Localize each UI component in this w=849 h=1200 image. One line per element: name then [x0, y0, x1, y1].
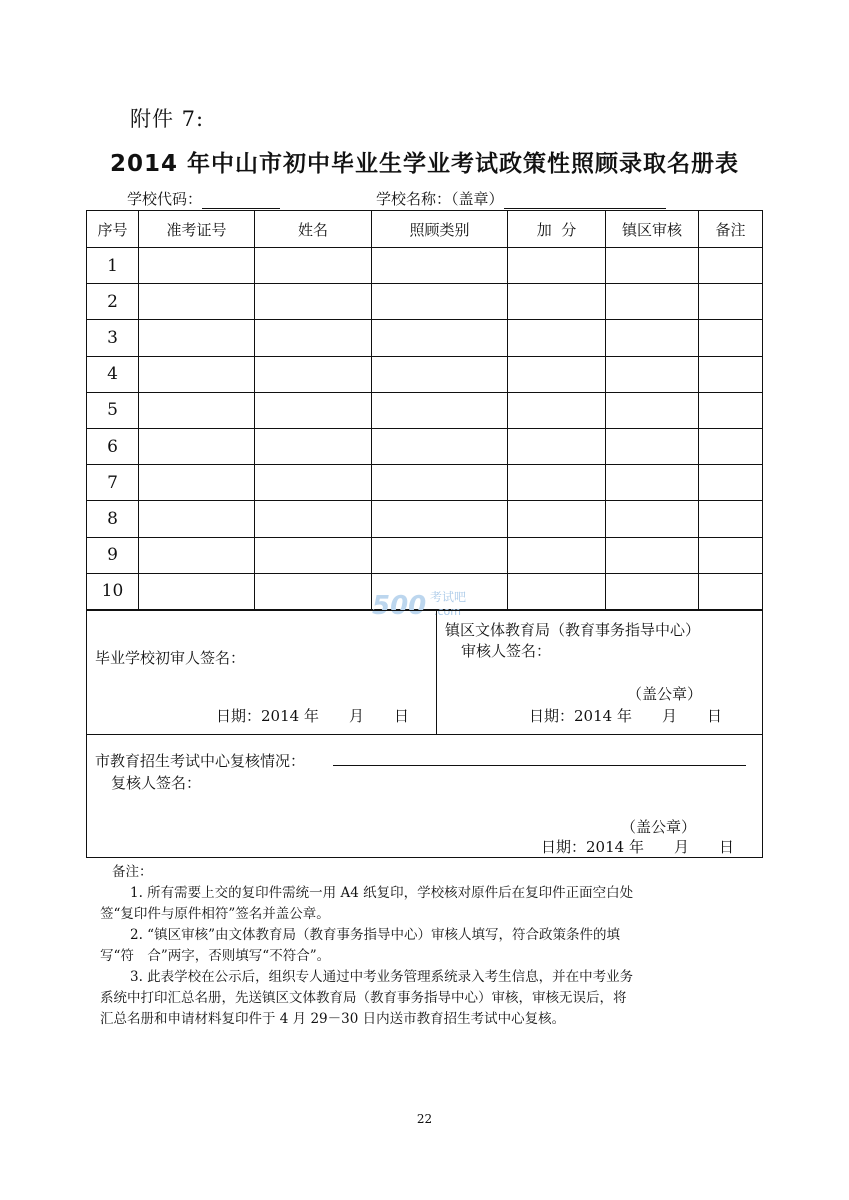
watermark-text: 考试吧	[430, 590, 467, 604]
table-cell	[699, 465, 763, 501]
table-cell	[508, 537, 606, 573]
table-cell	[606, 248, 699, 284]
table-row	[87, 537, 763, 573]
column-header: 序号	[87, 211, 139, 248]
attachment-label: 附件 7:	[130, 107, 205, 131]
table-cell	[508, 284, 606, 320]
table-row	[87, 356, 763, 392]
note-3-line-2: 系统中打印汇总名册，先送镇区文体教育局（教育事务指导中心）审核，审核无误后，将	[100, 990, 627, 1006]
column-header: 姓名	[255, 211, 372, 248]
school-code-label: 学校代码：	[127, 190, 203, 208]
bureau-review-date: 日期：2014 年 月 日	[529, 707, 722, 725]
table-cell	[255, 428, 372, 464]
table-cell	[508, 392, 606, 428]
table-cell	[606, 537, 699, 573]
city-signer-label: 复核人签名：	[111, 774, 202, 792]
table-cell	[372, 465, 508, 501]
table-cell	[699, 320, 763, 356]
row-number: 5	[87, 392, 139, 428]
note-1-line-2: 签“复印件与原件相符”签名并盖公章。	[100, 906, 330, 922]
page-title: 2014 年中山市初中毕业生学业考试政策性照顾录取名册表	[109, 151, 740, 177]
note-2-line-1: 2. “镇区审核”由文体教育局（教育事务指导中心）审核人填写，符合政策条件的填	[130, 927, 620, 943]
school-signer-label: 毕业学校初审人签名：	[95, 649, 246, 667]
table-cell	[606, 573, 699, 609]
city-seal: （盖公章）	[621, 818, 697, 836]
row-number: 1	[87, 248, 139, 284]
watermark-digits: 500	[372, 591, 427, 621]
table-cell	[508, 465, 606, 501]
table-cell	[508, 320, 606, 356]
table-cell	[699, 248, 763, 284]
table-cell	[699, 428, 763, 464]
table-cell	[606, 284, 699, 320]
table-cell	[139, 248, 255, 284]
table-cell	[699, 392, 763, 428]
table-row	[87, 392, 763, 428]
table-cell	[699, 501, 763, 537]
table-row	[87, 284, 763, 320]
row-number: 3	[87, 320, 139, 356]
table-cell	[372, 501, 508, 537]
note-3-line-3: 汇总名册和申请材料复印件于 4 月 29－30 日内送市教育招生考试中心复核。	[100, 1011, 566, 1027]
table-cell	[372, 248, 508, 284]
table-row	[87, 501, 763, 537]
table-cell	[139, 356, 255, 392]
row-number: 6	[87, 428, 139, 464]
bureau-seal: （盖公章）	[627, 685, 703, 703]
table-cell	[139, 573, 255, 609]
school-code-row	[127, 188, 280, 209]
row-number: 2	[87, 284, 139, 320]
city-review-blank	[333, 765, 746, 766]
table-cell	[139, 284, 255, 320]
table-cell	[255, 392, 372, 428]
table-cell	[699, 356, 763, 392]
column-header: 照顾类别	[372, 211, 508, 248]
notes-heading: 备注：	[112, 864, 153, 880]
roster-table	[86, 210, 763, 610]
table-cell	[255, 465, 372, 501]
note-2-line-2: 写“符 合”两字，否则填写“不符合”。	[100, 948, 331, 964]
school-review-box	[86, 610, 437, 735]
table-cell	[606, 392, 699, 428]
table-cell	[255, 356, 372, 392]
school-name-row	[376, 188, 666, 209]
row-number: 7	[87, 465, 139, 501]
watermark-sub: .com	[434, 605, 461, 618]
table-cell	[606, 320, 699, 356]
table-cell	[255, 284, 372, 320]
page-number: 22	[416, 1112, 433, 1126]
row-number: 4	[87, 356, 139, 392]
note-1-line-1: 1. 所有需要上交的复印件需统一用 A4 纸复印，学校核对原件后在复印件正面空白处	[130, 885, 634, 901]
table-cell	[139, 392, 255, 428]
table-cell	[139, 320, 255, 356]
bureau-label: 镇区文体教育局（教育事务指导中心）	[445, 621, 701, 639]
table-cell	[255, 573, 372, 609]
table-cell	[139, 428, 255, 464]
table-cell	[606, 501, 699, 537]
table-row	[87, 320, 763, 356]
table-cell	[508, 573, 606, 609]
table-cell	[372, 428, 508, 464]
school-name-blank	[504, 190, 666, 209]
table-cell	[606, 428, 699, 464]
school-review-date: 日期：2014 年 月 日	[216, 707, 409, 725]
table-cell	[255, 320, 372, 356]
table-cell	[372, 320, 508, 356]
table-cell	[606, 356, 699, 392]
row-number: 9	[87, 537, 139, 573]
table-cell	[139, 465, 255, 501]
city-review-box	[86, 734, 763, 858]
table-cell	[606, 465, 699, 501]
table-cell	[255, 537, 372, 573]
note-3-line-1: 3. 此表学校在公示后，组织专人通过中考业务管理系统录入考生信息，并在中考业务	[130, 969, 634, 985]
table-cell	[508, 501, 606, 537]
bureau-signer-label: 审核人签名：	[461, 642, 552, 660]
school-name-label: 学校名称：（盖章）	[376, 190, 504, 208]
table-cell	[508, 428, 606, 464]
row-number: 10	[87, 573, 139, 609]
table-cell	[508, 356, 606, 392]
table-cell	[372, 537, 508, 573]
column-header: 加 分	[508, 211, 606, 248]
notes-section	[100, 862, 740, 1030]
table-cell	[699, 284, 763, 320]
table-row	[87, 248, 763, 284]
row-number: 8	[87, 501, 139, 537]
city-review-label: 市教育招生考试中心复核情况：	[95, 752, 306, 770]
table-row	[87, 428, 763, 464]
table-cell	[255, 501, 372, 537]
table-cell	[139, 501, 255, 537]
city-review-date: 日期：2014 年 月 日	[541, 838, 734, 856]
table-row	[87, 465, 763, 501]
table-cell	[508, 248, 606, 284]
table-header-row	[87, 211, 763, 248]
table-cell	[372, 356, 508, 392]
column-header: 备注	[699, 211, 763, 248]
table-cell	[255, 248, 372, 284]
table-cell	[372, 392, 508, 428]
column-header: 准考证号	[139, 211, 255, 248]
bureau-review-box	[436, 610, 763, 735]
table-cell	[699, 573, 763, 609]
table-cell	[139, 537, 255, 573]
table-cell	[699, 537, 763, 573]
school-code-blank	[202, 190, 280, 209]
table-cell	[372, 284, 508, 320]
column-header: 镇区审核	[606, 211, 699, 248]
